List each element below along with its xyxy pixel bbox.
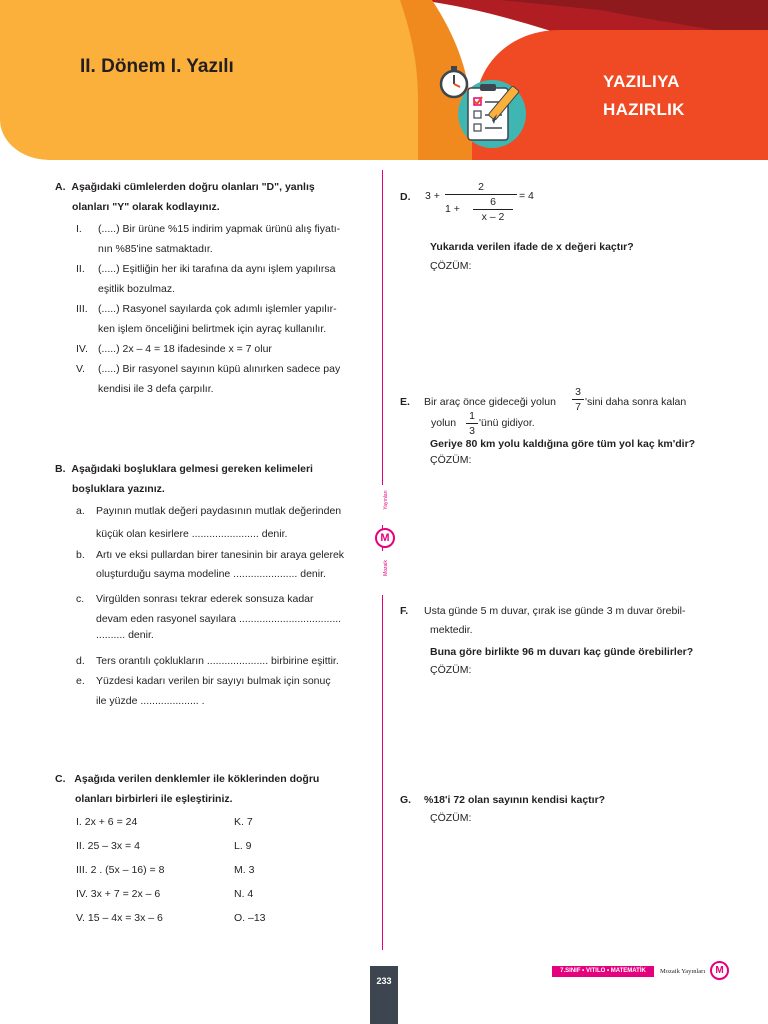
item-line2: ken işlem önceliğini belirtmek için ayraç kullanılır.: [98, 323, 327, 335]
line1-before: Bir araç önce gideceği yolun: [424, 396, 556, 408]
list-item: [76, 302, 371, 342]
equation-item: II. 25 – 3x = 4: [76, 840, 140, 852]
section-f-line1: Usta günde 5 m duvar, çırak ise günde 3 m duvar örebil-: [424, 605, 686, 617]
badge-line-2: HAZIRLIK: [603, 100, 685, 119]
section-e-text: [424, 385, 734, 435]
root-item: O. –13: [234, 912, 266, 924]
header-illustration: [434, 62, 534, 157]
section-c-prompt: C. Aşağıda verilen denklemler ile köklerinden doğru olanları birbirleri ile eşleştiriniz.: [55, 772, 370, 806]
item-letter: b.: [76, 549, 85, 561]
section-a-prompt-line2: olanları "Y" olarak kodlayınız.: [72, 201, 220, 213]
section-b-prompt-line1: Aşağıdaki boşluklara gelmesi gereken kelimeleri: [71, 463, 313, 475]
item-line1: (.....) Eşitliğin her iki tarafına da aynı işlem yapılırsa: [98, 263, 336, 275]
side-brand-top: Yayınları: [383, 490, 389, 510]
section-a-letter: A: [55, 181, 63, 193]
equation-item: IV. 3x + 7 = 2x – 6: [76, 888, 161, 900]
mozaik-logo-icon: M: [710, 961, 729, 980]
page-number: 233: [370, 966, 398, 1024]
section-b-letter: B: [55, 463, 63, 475]
item-line1: Virgülden sonrası tekrar ederek sonsuza kadar: [96, 593, 314, 605]
section-a-prompt: A. Aşağıdaki cümlelerden doğru olanları "D", yanlış olanları "Y" olarak kodlayınız.: [55, 180, 370, 214]
section-b-prompt: B. Aşağıdaki boşluklara gelmesi gereken kelimeleri boşluklara yazınız.: [55, 462, 370, 496]
list-item: [76, 504, 371, 548]
section-f-question: Buna göre birlikte 96 m duvarı kaç günde örebilirler?: [430, 646, 694, 658]
section-d-equation: [425, 180, 585, 226]
list-item: [76, 342, 371, 362]
item-number: IV.: [76, 343, 88, 355]
item-number: I.: [76, 223, 82, 235]
equation-rhs: = 4: [519, 190, 534, 202]
root-item: K. 7: [234, 816, 253, 828]
item-number: II.: [76, 263, 85, 275]
item-number: V.: [76, 363, 85, 375]
item-line1: (.....) Bir rasyonel sayının küpü alınırken sadece pay: [98, 363, 341, 375]
list-item: [76, 362, 371, 402]
section-c-prompt-line1: Aşağıda verilen denklemler ile köklerinden doğru: [74, 773, 320, 785]
item-line2: devam eden rasyonel sayılara ...................................: [96, 613, 342, 625]
equation-item: V. 15 – 4x = 3x – 6: [76, 912, 163, 924]
item-line2: eşitlik bozulmaz.: [98, 283, 176, 295]
inner-denominator: x – 2: [481, 211, 505, 223]
fraction2-numerator: 1: [466, 409, 478, 424]
section-g-question: %18'i 72 olan sayının kendisi kaçtır?: [424, 794, 606, 806]
footer-publisher: Mozaik Yayınları: [660, 968, 706, 975]
list-item: [76, 654, 371, 674]
fraction2-denominator: 3: [469, 425, 475, 437]
equation-item: I. 2x + 6 = 24: [76, 816, 138, 828]
stopwatch-icon: [441, 66, 467, 97]
page-title: II. Dönem I. Yazılı: [80, 56, 234, 77]
item-line2: oluşturduğu sayma modeline ...................... denir.: [96, 568, 326, 580]
fraction1-denominator: 7: [575, 401, 581, 413]
item-line1: Payının mutlak değeri paydasının mutlak değerinden: [96, 505, 342, 517]
list-item: [76, 592, 371, 654]
fraction1-numerator: 3: [572, 385, 584, 400]
section-e-solution: ÇÖZÜM:: [430, 454, 472, 466]
item-letter: a.: [76, 505, 85, 517]
list-item: [76, 222, 371, 262]
item-line2: ile yüzde .................... .: [96, 695, 205, 707]
section-b-prompt-line2: boşluklara yazınız.: [72, 483, 165, 495]
item-letter: c.: [76, 593, 85, 605]
list-item: [76, 548, 371, 592]
section-c-prompt-line2: olanları birbirleri ile eşleştiriniz.: [75, 793, 233, 805]
section-d-solution: ÇÖZÜM:: [430, 260, 472, 272]
section-c-letter: C: [55, 773, 63, 785]
section-d-letter: D.: [400, 191, 411, 203]
section-f-line2: mektedir.: [430, 624, 473, 636]
section-g-letter: G.: [400, 794, 412, 806]
section-a-prompt-line1: Aşağıdaki cümlelerden doğru olanları "D", yanlış: [71, 181, 315, 193]
root-item: N. 4: [234, 888, 254, 900]
section-a-items: [76, 222, 371, 402]
item-letter: e.: [76, 675, 85, 687]
root-item: M. 3: [234, 864, 255, 876]
line2-after: 'ünü gidiyor.: [479, 417, 535, 429]
item-letter: d.: [76, 655, 85, 667]
section-e-letter: E.: [400, 396, 410, 408]
inner-lhs: 1 +: [445, 203, 460, 215]
item-line1: Ters orantılı çoklukların ..................... birbirine eşittir.: [96, 655, 339, 667]
item-line2: kendisi ile 3 defa çarpılır.: [98, 383, 214, 395]
item-line3: .......... denir.: [96, 629, 154, 641]
equation-item: III. 2 . (5x – 16) = 8: [76, 864, 165, 876]
section-e-question: Geriye 80 km yolu kaldığına göre tüm yol kaç km'dir?: [430, 438, 696, 450]
item-number: III.: [76, 303, 88, 315]
section-f-solution: ÇÖZÜM:: [430, 664, 472, 676]
line2-before: yolun: [431, 417, 457, 429]
root-list: [234, 815, 314, 935]
mozaik-logo-icon: M: [375, 528, 395, 548]
section-b-items: [76, 504, 371, 714]
fraction-numerator: 2: [445, 180, 517, 195]
side-brand: [378, 485, 394, 595]
badge-yaziliya-hazirlik: [603, 68, 685, 124]
item-line1: (.....) Bir ürüne %15 indirim yapmak ürünü alış fiyatı-: [98, 223, 341, 235]
section-d-question: Yukarıda verilen ifade de x değeri kaçtır?: [430, 241, 634, 253]
footer-series: 7.SINIF • VITILO • MATEMATİK: [552, 966, 654, 977]
side-brand-bottom: Mozaik: [383, 560, 389, 576]
item-line2: nın %85'ine satmaktadır.: [98, 243, 213, 255]
item-line1: Artı ve eksi pullardan birer tanesinin bir araya gelerek: [96, 549, 345, 561]
equation-lhs: 3 +: [425, 190, 440, 202]
section-f-letter: F.: [400, 605, 409, 617]
section-g-solution: ÇÖZÜM:: [430, 812, 472, 824]
item-line1: (.....) Rasyonel sayılarda çok adımlı işlemler yapılır-: [98, 303, 337, 315]
item-line2: küçük olan kesirlere ....................... denir.: [96, 528, 288, 540]
list-item: [76, 262, 371, 302]
line1-after: 'sini daha sonra kalan: [585, 396, 687, 408]
root-item: L. 9: [234, 840, 252, 852]
item-line1: Yüzdesi kadarı verilen bir sayıyı bulmak için sonuç: [96, 675, 331, 687]
badge-line-1: YAZILIYA: [603, 72, 680, 91]
equation-list: [76, 815, 226, 935]
item-line1: (.....) 2x – 4 = 18 ifadesinde x = 7 olur: [98, 343, 272, 355]
list-item: [76, 674, 371, 714]
inner-numerator: 6: [473, 195, 513, 210]
